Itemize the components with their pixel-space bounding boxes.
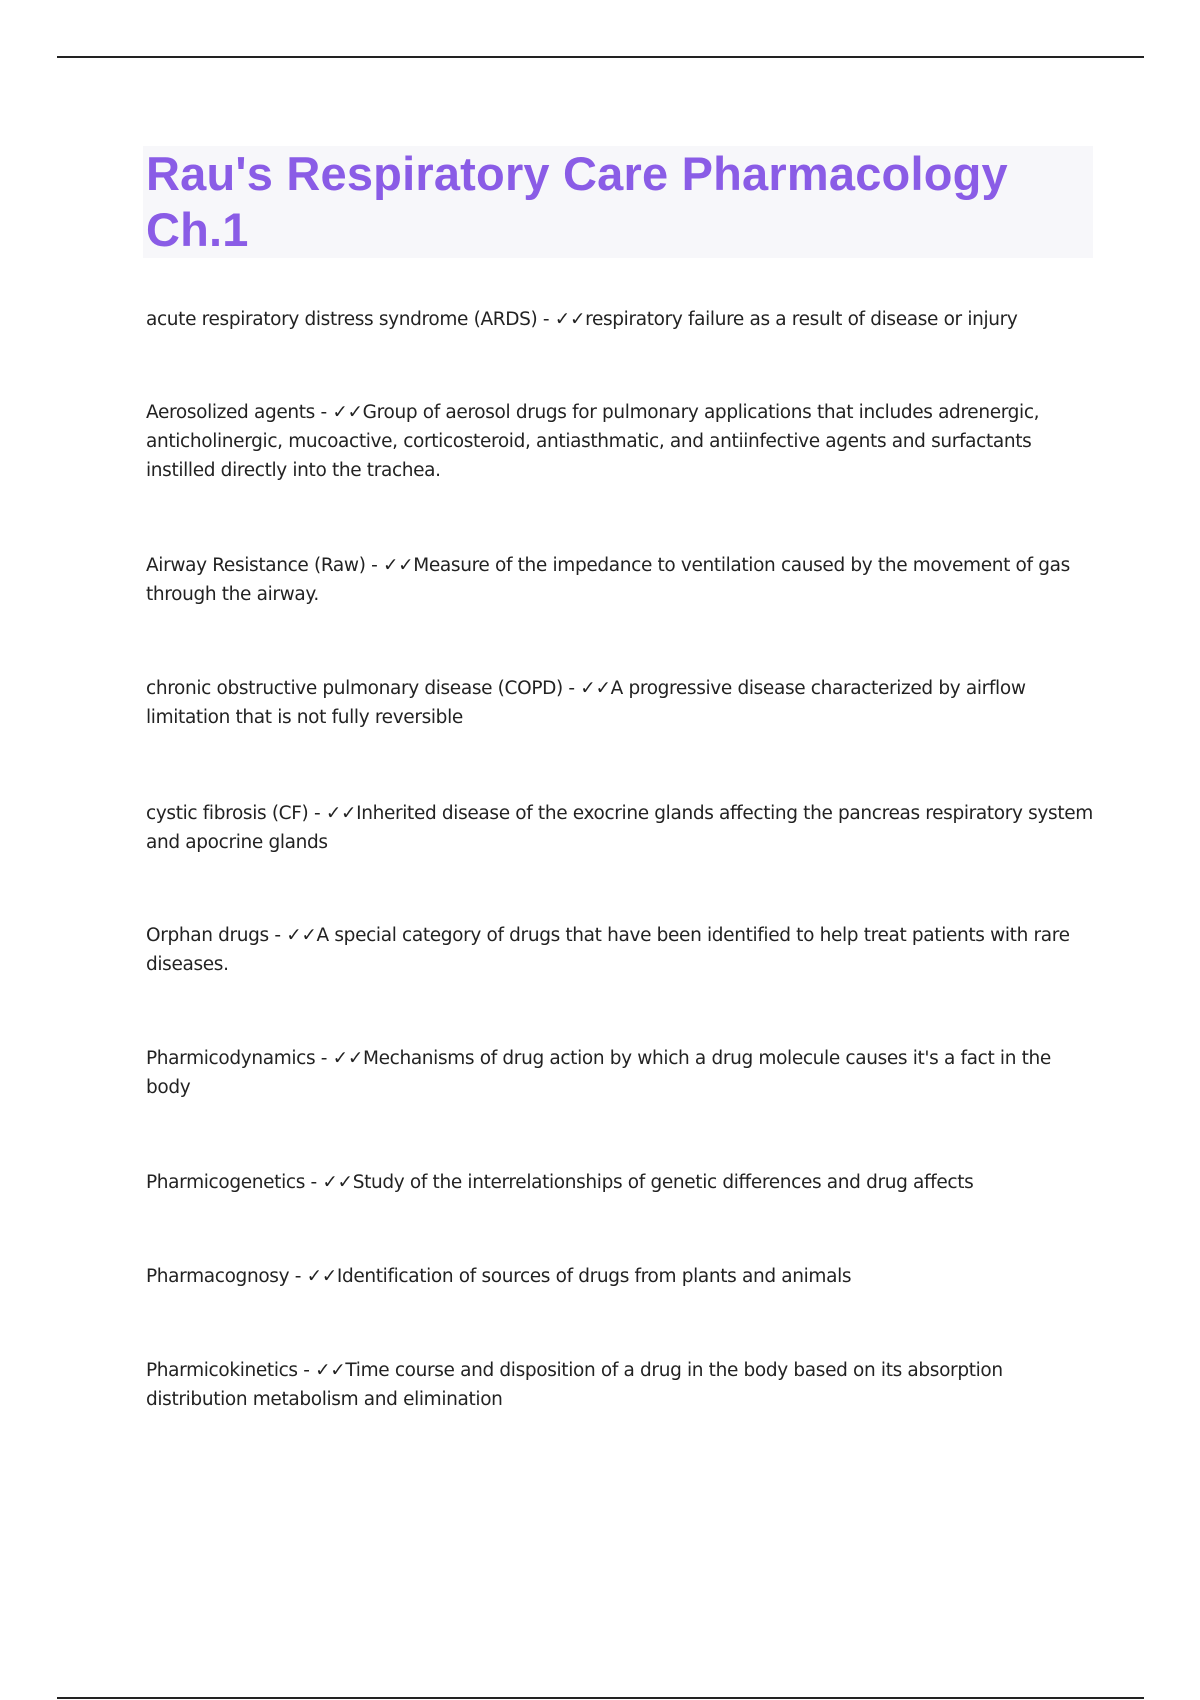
check-marks-icon: ✓✓ [306, 1266, 337, 1287]
glossary-entry [146, 398, 1096, 485]
entry-definition: Study of the interrelationships of genetic differences and drug affects [352, 1172, 974, 1193]
entry-term: Aerosolized agents [146, 402, 315, 423]
entry-term: chronic obstructive pulmonary disease (COPD) [146, 678, 563, 699]
entry-separator: - [537, 309, 555, 330]
entry-term: Airway Resistance (Raw) [146, 555, 366, 576]
entry-separator: - [305, 1172, 323, 1193]
glossary-entry [146, 921, 1096, 979]
check-marks-icon: ✓✓ [382, 555, 414, 576]
glossary-entry [146, 1356, 1096, 1414]
glossary-entry [146, 1262, 1096, 1291]
glossary-entry [146, 551, 1096, 609]
entry-definition: Group of aerosol drugs for pulmonary applications that includes adrenergic, anticholinergic, mucoactive, corticosteroid, antiasthmatic, and antiinfective agents and surfactants instilled directly into the trachea. [146, 402, 1040, 481]
check-marks-icon: ✓✓ [580, 678, 611, 699]
check-marks-icon: ✓✓ [286, 925, 317, 946]
entry-term: Pharmicodynamics [146, 1048, 316, 1069]
glossary-entry [146, 1168, 1096, 1197]
bottom-rule [57, 1697, 1144, 1699]
glossary-entry [146, 799, 1096, 857]
entry-term: Pharmicokinetics [146, 1360, 298, 1381]
entry-term: cystic fibrosis (CF) [146, 803, 309, 824]
check-marks-icon: ✓✓ [325, 803, 357, 824]
title-banner [143, 146, 1093, 258]
glossary-entry [146, 1044, 1096, 1102]
entry-separator: - [315, 1048, 333, 1069]
check-marks-icon: ✓✓ [554, 309, 586, 330]
entry-separator: - [268, 925, 287, 946]
entry-definition: Identification of sources of drugs from plants and animals [336, 1266, 852, 1287]
entry-definition: Mechanisms of drug action by which a drug molecule causes it's a fact in the body [146, 1048, 1051, 1098]
check-marks-icon: ✓✓ [322, 1172, 353, 1193]
entry-separator: - [365, 555, 383, 576]
entry-definition: Inherited disease of the exocrine glands affecting the pancreas respiratory system and apocrine glands [146, 803, 1093, 853]
entry-separator: - [289, 1266, 307, 1287]
glossary-entry [146, 674, 1096, 732]
entry-separator: - [308, 803, 326, 824]
glossary-entry [146, 305, 1096, 334]
entry-separator: - [297, 1360, 316, 1381]
check-marks-icon: ✓✓ [332, 1048, 363, 1069]
entry-term: Pharmicogenetics [146, 1172, 305, 1193]
check-marks-icon: ✓✓ [332, 402, 363, 423]
document-title: Rau's Respiratory Care Pharmacology Ch.1 [146, 147, 1008, 256]
check-marks-icon: ✓✓ [315, 1360, 346, 1381]
entry-definition: A progressive disease characterized by airflow limitation that is not fully reversible [146, 678, 1026, 728]
top-rule [57, 56, 1144, 58]
entry-separator: - [314, 402, 333, 423]
entry-definition: respiratory failure as a result of disease or injury [585, 309, 1018, 330]
entry-separator: - [562, 678, 581, 699]
entry-definition: Measure of the impedance to ventilation caused by the movement of gas through the airway. [146, 555, 1070, 605]
entry-term: Orphan drugs [146, 925, 269, 946]
entry-definition: A special category of drugs that have been identified to help treat patients with rare diseases. [146, 925, 1070, 975]
entry-definition: Time course and disposition of a drug in the body based on its absorption distribution metabolism and elimination [146, 1360, 1003, 1410]
entry-term: Pharmacognosy [146, 1266, 290, 1287]
entry-term: acute respiratory distress syndrome (ARDS) [146, 309, 538, 330]
